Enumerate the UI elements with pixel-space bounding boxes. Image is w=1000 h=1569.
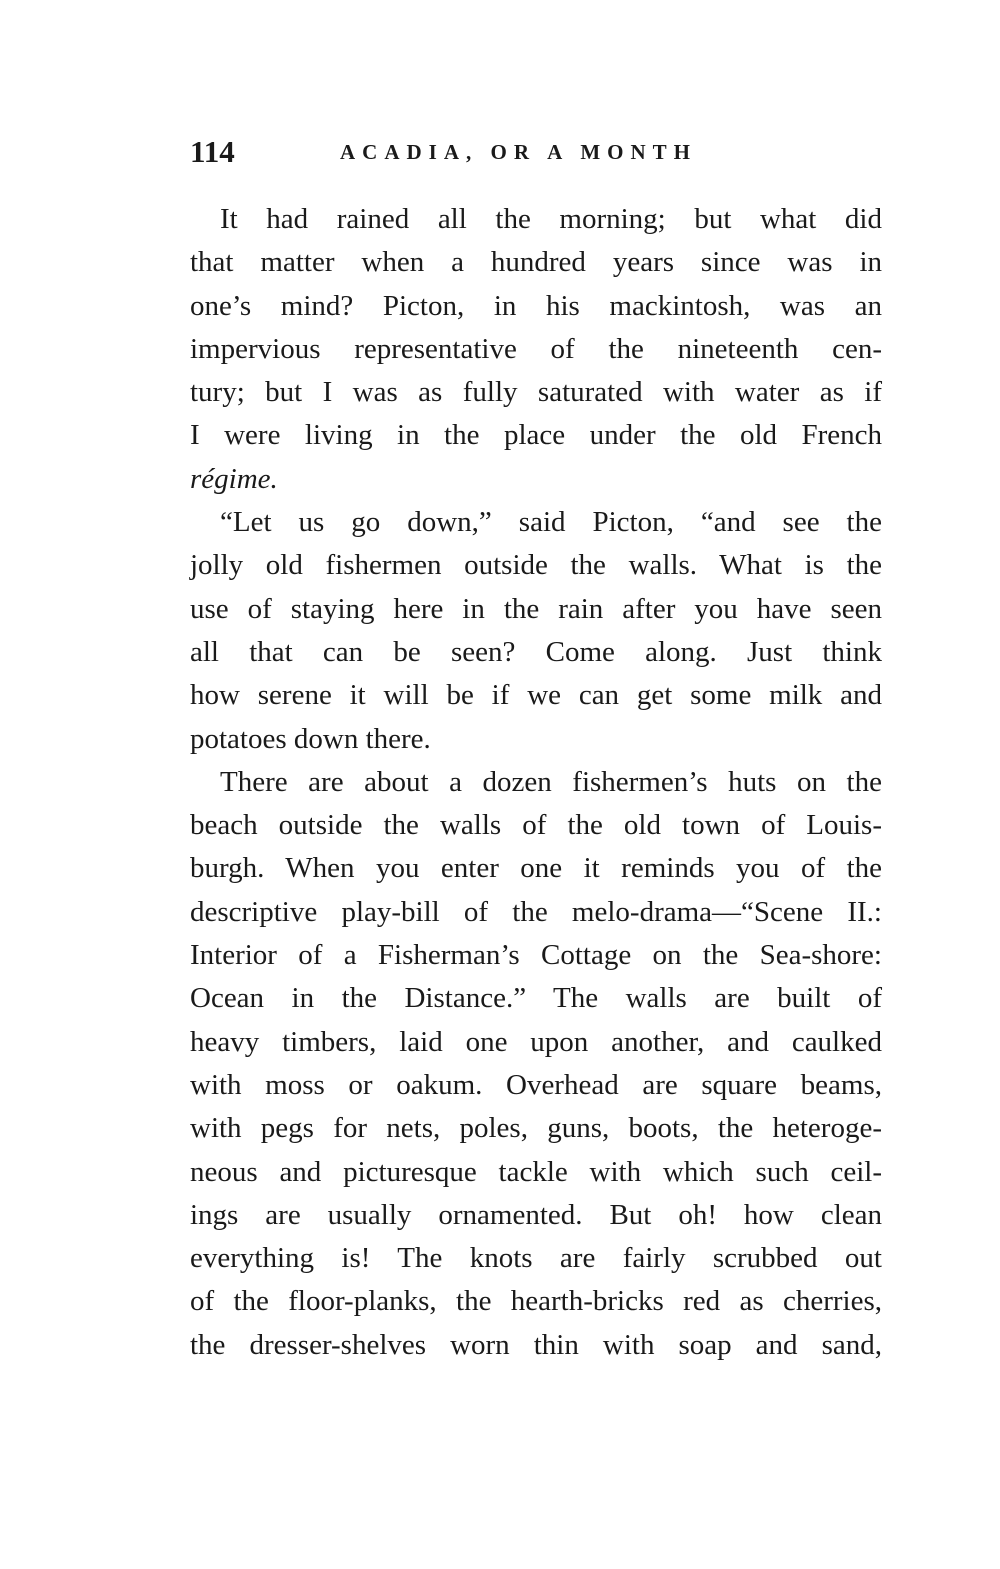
text-line: It had rained all the morning; but what did [220, 203, 882, 235]
text-line: descriptive play-bill of the melo-drama—“Scene II.: [190, 895, 882, 928]
text-line: neous and picturesque tackle with which such ceil- [190, 1155, 882, 1188]
text-line: burgh. When you enter one it reminds you of the [190, 852, 882, 885]
text-line: ings are usually ornamented. But oh! how clean [190, 1198, 882, 1231]
text-line: There are about a dozen fishermen’s huts on the [220, 765, 882, 798]
paragraph [190, 198, 882, 501]
text-line: jolly old fishermen outside the walls. What is the [190, 549, 882, 582]
text-line: with moss or oakum. Overhead are square beams, [190, 1068, 882, 1101]
text-line: one’s mind? Picton, in his mackintosh, was an [190, 289, 882, 322]
text-line: potatoes down there. [190, 722, 431, 755]
text-line: impervious representative of the nineteenth cen- [190, 332, 882, 365]
text-line: “Let us go down,” said Picton, “and see the [220, 506, 882, 539]
italic-word: régime. [190, 462, 278, 495]
paragraph [190, 501, 882, 761]
text-line: I were living in the place under the old French [190, 419, 882, 452]
text-line: how serene it will be if we can get some milk and [190, 679, 882, 712]
text-line: tury; but I was as fully saturated with water as if [190, 376, 882, 409]
running-title: ACADIA, OR A MONTH [340, 140, 698, 164]
text-line: heavy timbers, laid one upon another, and caulked [190, 1025, 882, 1058]
text-line: with pegs for nets, poles, guns, boots, the heteroge- [190, 1112, 882, 1145]
text-line: that matter when a hundred years since was in [190, 246, 882, 279]
text-line: the dresser-shelves worn thin with soap and sand, [190, 1328, 882, 1361]
text-line: all that can be seen? Come along. Just think [190, 635, 882, 668]
body-text [190, 198, 882, 1367]
text-line: use of staying here in the rain after you have seen [190, 592, 882, 625]
text-line: Ocean in the Distance.” The walls are built of [190, 982, 882, 1015]
running-head [190, 134, 890, 174]
text-line: Interior of a Fisherman’s Cottage on the Sea-shore: [190, 939, 882, 972]
text-line: beach outside the walls of the old town of Louis- [190, 809, 882, 842]
text-line: everything is! The knots are fairly scrubbed out [190, 1242, 882, 1275]
page-number: 114 [190, 134, 235, 169]
paragraph [190, 761, 882, 1367]
text-line: of the floor-planks, the hearth-bricks red as cherries, [190, 1285, 882, 1318]
